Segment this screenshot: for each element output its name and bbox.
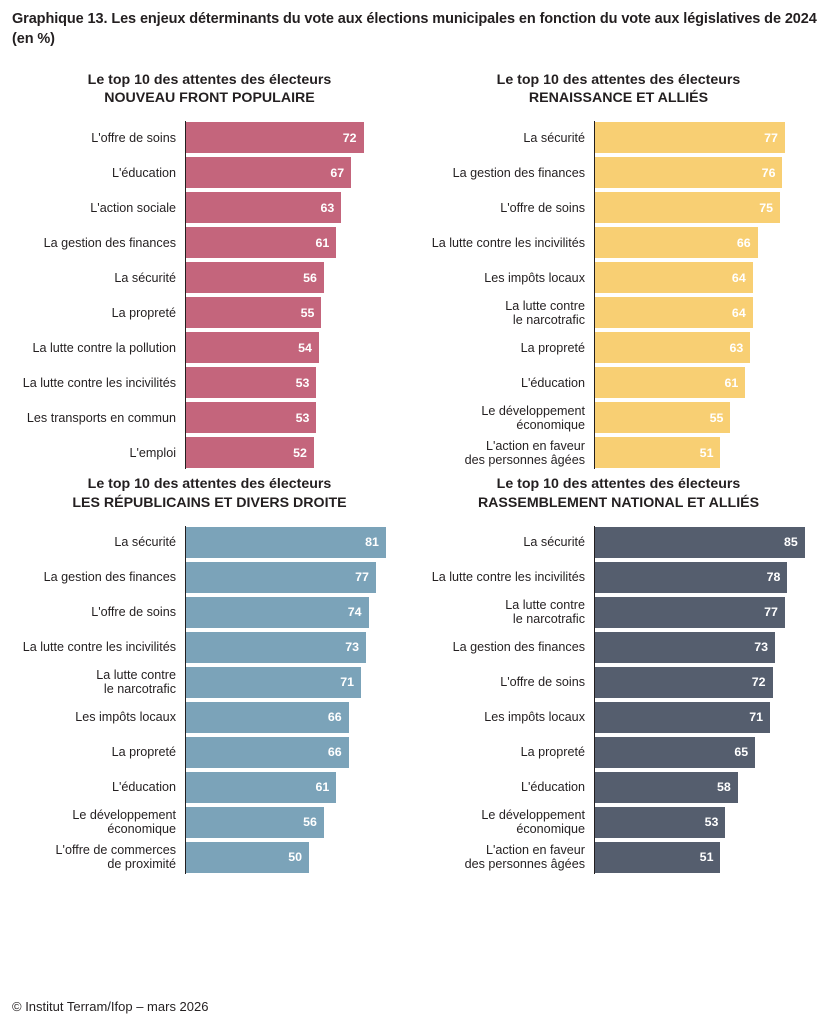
bar	[185, 772, 336, 803]
bar-category-label: La lutte contre les incivilités	[431, 570, 585, 585]
bar-value-label: 76	[761, 165, 776, 180]
bar-track	[185, 436, 409, 469]
bar-value-label: 63	[320, 200, 335, 215]
bar-value-label: 53	[295, 375, 310, 390]
panel-renaissance-et-allies	[419, 71, 818, 469]
bar-track	[594, 191, 818, 224]
bar-row	[10, 561, 409, 594]
bar-track	[594, 526, 818, 559]
bar	[594, 597, 785, 628]
bar-track	[594, 666, 818, 699]
bar	[594, 262, 753, 293]
bar-value-label: 53	[295, 410, 310, 425]
bar	[185, 842, 309, 873]
bar-track	[594, 596, 818, 629]
bar-category-label: La lutte contre le narcotrafic	[505, 298, 585, 327]
bar-row	[419, 261, 818, 294]
bar-category-label: L'éducation	[111, 165, 176, 180]
panel-nouveau-front-populaire	[10, 71, 409, 469]
bar-category-label: La lutte contre les incivilités	[431, 235, 585, 250]
panel-title-main: Le top 10 des attentes des électeurs	[87, 476, 332, 493]
bar-value-label: 71	[749, 710, 764, 725]
bar-value-label: 85	[784, 535, 798, 550]
bar-value-label: 54	[298, 340, 312, 355]
bar-track	[594, 561, 818, 594]
bar	[185, 702, 349, 733]
bar-row	[419, 296, 818, 329]
bar-value-label: 77	[355, 570, 369, 585]
bar-category-label: L'offre de soins	[91, 130, 176, 145]
bar-track	[594, 331, 818, 364]
bar-track	[594, 436, 818, 469]
bar-category-label: La sécurité	[523, 130, 585, 145]
bar-track	[185, 296, 409, 329]
bar-value-label: 63	[729, 340, 744, 355]
bar-category-label: La lutte contre le narcotrafic	[96, 668, 176, 697]
panel-title-sub: RASSEMBLEMENT NATIONAL ET ALLIÉS	[477, 494, 760, 511]
bar-value-label: 56	[303, 270, 317, 285]
bar-category-label: Les impôts locaux	[484, 710, 585, 725]
bar-rows	[419, 526, 818, 874]
bar	[185, 332, 319, 363]
bar-category-label: La gestion des finances	[452, 640, 585, 655]
bar-category-label: L'offre de commerces de proximité	[55, 843, 176, 872]
bar	[185, 122, 364, 153]
bar-value-label: 77	[764, 605, 778, 620]
bar-category-label: La propreté	[111, 745, 176, 760]
bar-track	[594, 841, 818, 874]
panel-title-sub: RENAISSANCE ET ALLIÉS	[528, 90, 709, 107]
bar-category-label: Le développement économique	[481, 403, 585, 432]
bar-category-label: La sécurité	[114, 535, 176, 550]
bar-row	[10, 841, 409, 874]
bar-value-label: 61	[724, 375, 739, 390]
bar	[185, 562, 376, 593]
bar-value-label: 72	[751, 675, 766, 690]
panel-title	[10, 71, 409, 107]
bar-row	[10, 156, 409, 189]
bar	[185, 402, 316, 433]
panels-grid	[10, 71, 818, 874]
bar-track	[185, 841, 409, 874]
bar	[594, 562, 787, 593]
bar	[185, 192, 341, 223]
bar-category-label: L'action en faveur des personnes âgées	[464, 438, 585, 467]
bar-category-label: L'éducation	[520, 375, 585, 390]
bar	[185, 632, 366, 663]
bar-category-label: La lutte contre la pollution	[32, 340, 176, 355]
bar-track	[185, 771, 409, 804]
bar-category-label: La sécurité	[114, 270, 176, 285]
bar-track	[185, 666, 409, 699]
figure-title-rest: Les enjeux déterminants du vote aux élections municipales en fonction du vote aux législatives de 2024 (en %)	[12, 11, 817, 47]
bar-value-label: 61	[315, 780, 330, 795]
bar	[594, 122, 785, 153]
bar-row	[10, 736, 409, 769]
panel-title	[10, 475, 409, 511]
bar	[185, 527, 386, 558]
bar-track	[594, 701, 818, 734]
bar	[594, 157, 782, 188]
bar-row	[419, 366, 818, 399]
bar	[594, 402, 730, 433]
panel-les-republicains-et-divers-droite	[10, 475, 409, 873]
bar-row	[419, 666, 818, 699]
bar-value-label: 51	[699, 445, 714, 460]
bar-row	[10, 666, 409, 699]
bar-category-label: La lutte contre le narcotrafic	[505, 598, 585, 627]
panel-title-main: Le top 10 des attentes des électeurs	[496, 72, 741, 89]
bar-value-label: 51	[699, 850, 714, 865]
bar-value-label: 55	[300, 305, 315, 320]
panel-rassemblement-national-et-allies	[419, 475, 818, 873]
figure-title	[12, 10, 818, 49]
bar	[185, 227, 336, 258]
bar	[185, 157, 351, 188]
bar-row	[419, 631, 818, 664]
bar-row	[419, 736, 818, 769]
bar-row	[10, 436, 409, 469]
bar-row	[419, 841, 818, 874]
bar-value-label: 74	[347, 605, 362, 620]
bar-rows	[419, 121, 818, 469]
bar	[185, 597, 369, 628]
panel-title-main: Le top 10 des attentes des électeurs	[496, 476, 741, 493]
bar-category-label: La propreté	[520, 745, 585, 760]
bar-row	[419, 596, 818, 629]
bar-value-label: 75	[759, 200, 773, 215]
bar-track	[594, 631, 818, 664]
bar-track	[594, 261, 818, 294]
value-axis	[594, 526, 595, 874]
bar-row	[419, 156, 818, 189]
bar	[185, 297, 321, 328]
bar-row	[419, 401, 818, 434]
bar-category-label: L'offre de soins	[500, 200, 585, 215]
bar-track	[594, 771, 818, 804]
value-axis	[185, 526, 186, 874]
bar	[594, 667, 773, 698]
bar-track	[594, 156, 818, 189]
bar-track	[594, 401, 818, 434]
bar-category-label: Le développement économique	[72, 808, 176, 837]
bar-track	[185, 401, 409, 434]
bar-track	[594, 366, 818, 399]
bar-row	[419, 191, 818, 224]
bar-category-label: Les transports en commun	[26, 410, 176, 425]
bar-value-label: 66	[327, 745, 342, 760]
bar-track	[185, 156, 409, 189]
bar-row	[10, 296, 409, 329]
bar-category-label: L'offre de soins	[91, 605, 176, 620]
bar-category-label: La gestion des finances	[43, 235, 176, 250]
bar-track	[594, 121, 818, 154]
bar	[185, 262, 324, 293]
bar	[594, 527, 805, 558]
bar-value-label: 66	[736, 235, 751, 250]
bar-value-label: 64	[731, 305, 746, 320]
bar-row	[10, 701, 409, 734]
bar-row	[419, 331, 818, 364]
bar-track	[594, 296, 818, 329]
bar-row	[10, 366, 409, 399]
bar-row	[419, 226, 818, 259]
bar-track	[185, 191, 409, 224]
bar-value-label: 64	[731, 270, 746, 285]
bar-track	[185, 631, 409, 664]
bar-track	[185, 526, 409, 559]
bar-value-label: 73	[754, 640, 769, 655]
bar-track	[185, 226, 409, 259]
bar-track	[185, 596, 409, 629]
bar-category-label: Le développement économique	[481, 808, 585, 837]
value-axis	[185, 121, 186, 469]
bar	[185, 367, 316, 398]
bar	[594, 437, 720, 468]
bar-row	[10, 596, 409, 629]
bar	[594, 632, 775, 663]
bar-track	[185, 736, 409, 769]
bar-category-label: La propreté	[111, 305, 176, 320]
bar-track	[185, 331, 409, 364]
bar-value-label: 50	[288, 850, 302, 865]
bar-category-label: L'offre de soins	[500, 675, 585, 690]
bar-value-label: 77	[764, 130, 778, 145]
bar-category-label: La gestion des finances	[452, 165, 585, 180]
value-axis	[594, 121, 595, 469]
bar	[594, 737, 755, 768]
bar-category-label: La lutte contre les incivilités	[22, 640, 176, 655]
bar-track	[185, 121, 409, 154]
bar-row	[10, 191, 409, 224]
bar-category-label: Les impôts locaux	[75, 710, 176, 725]
bar-row	[419, 526, 818, 559]
bar-row	[419, 436, 818, 469]
bar	[185, 737, 349, 768]
bar-category-label: L'éducation	[111, 780, 176, 795]
bar-category-label: La lutte contre les incivilités	[22, 375, 176, 390]
bar-row	[10, 526, 409, 559]
bar	[594, 842, 720, 873]
bar-row	[10, 401, 409, 434]
panel-body	[10, 121, 409, 469]
bar-row	[10, 331, 409, 364]
bar-value-label: 55	[709, 410, 724, 425]
bar-category-label: Les impôts locaux	[484, 270, 585, 285]
bar-category-label: La propreté	[520, 340, 585, 355]
bar-row	[10, 806, 409, 839]
bar-value-label: 73	[345, 640, 360, 655]
bar-row	[10, 261, 409, 294]
bar-rows	[10, 121, 409, 469]
bar-row	[419, 806, 818, 839]
bar-track	[185, 261, 409, 294]
bar-row	[419, 771, 818, 804]
bar-value-label: 56	[303, 815, 317, 830]
panel-title-sub: LES RÉPUBLICAINS ET DIVERS DROITE	[72, 494, 347, 511]
bar-category-label: L'emploi	[129, 445, 176, 460]
bar-category-label: L'action en faveur des personnes âgées	[464, 843, 585, 872]
panel-body	[10, 526, 409, 874]
panel-body	[419, 526, 818, 874]
bar-value-label: 67	[330, 165, 345, 180]
bar-value-label: 58	[717, 780, 731, 795]
bar-row	[10, 631, 409, 664]
bar-row	[419, 701, 818, 734]
bar	[594, 192, 780, 223]
bar-value-label: 53	[704, 815, 719, 830]
panel-title	[419, 475, 818, 511]
bar-track	[594, 226, 818, 259]
bar-value-label: 81	[365, 535, 379, 550]
bar-value-label: 71	[340, 675, 355, 690]
bar-category-label: La gestion des finances	[43, 570, 176, 585]
bar	[594, 297, 753, 328]
bar	[594, 367, 745, 398]
bar	[594, 332, 750, 363]
bar-value-label: 65	[734, 745, 749, 760]
panel-title	[419, 71, 818, 107]
bar-category-label: La sécurité	[523, 535, 585, 550]
bar-value-label: 66	[327, 710, 342, 725]
bar	[594, 807, 725, 838]
bar	[185, 807, 324, 838]
panel-title-main: Le top 10 des attentes des électeurs	[87, 72, 332, 89]
bar	[594, 702, 770, 733]
bar	[594, 772, 738, 803]
bar-track	[185, 561, 409, 594]
bar-row	[10, 121, 409, 154]
bar-track	[185, 701, 409, 734]
bar	[185, 437, 314, 468]
bar-row	[10, 771, 409, 804]
panel-title-sub: NOUVEAU FRONT POPULAIRE	[104, 90, 315, 107]
bar-value-label: 61	[315, 235, 330, 250]
bar-rows	[10, 526, 409, 874]
bar-row	[419, 561, 818, 594]
bar-row	[10, 226, 409, 259]
source-credit: © Institut Terram/Ifop – mars 2026	[12, 999, 209, 1014]
bar-category-label: L'éducation	[520, 780, 585, 795]
bar-category-label: L'action sociale	[90, 200, 176, 215]
bar-track	[594, 806, 818, 839]
bar-value-label: 52	[293, 445, 307, 460]
bar-row	[419, 121, 818, 154]
bar-track	[185, 806, 409, 839]
bar-track	[185, 366, 409, 399]
figure-title-lead: Graphique 13.	[12, 11, 108, 27]
bar-value-label: 72	[342, 130, 357, 145]
bar	[594, 227, 758, 258]
bar-value-label: 78	[766, 570, 781, 585]
panel-body	[419, 121, 818, 469]
bar-track	[594, 736, 818, 769]
bar	[185, 667, 361, 698]
